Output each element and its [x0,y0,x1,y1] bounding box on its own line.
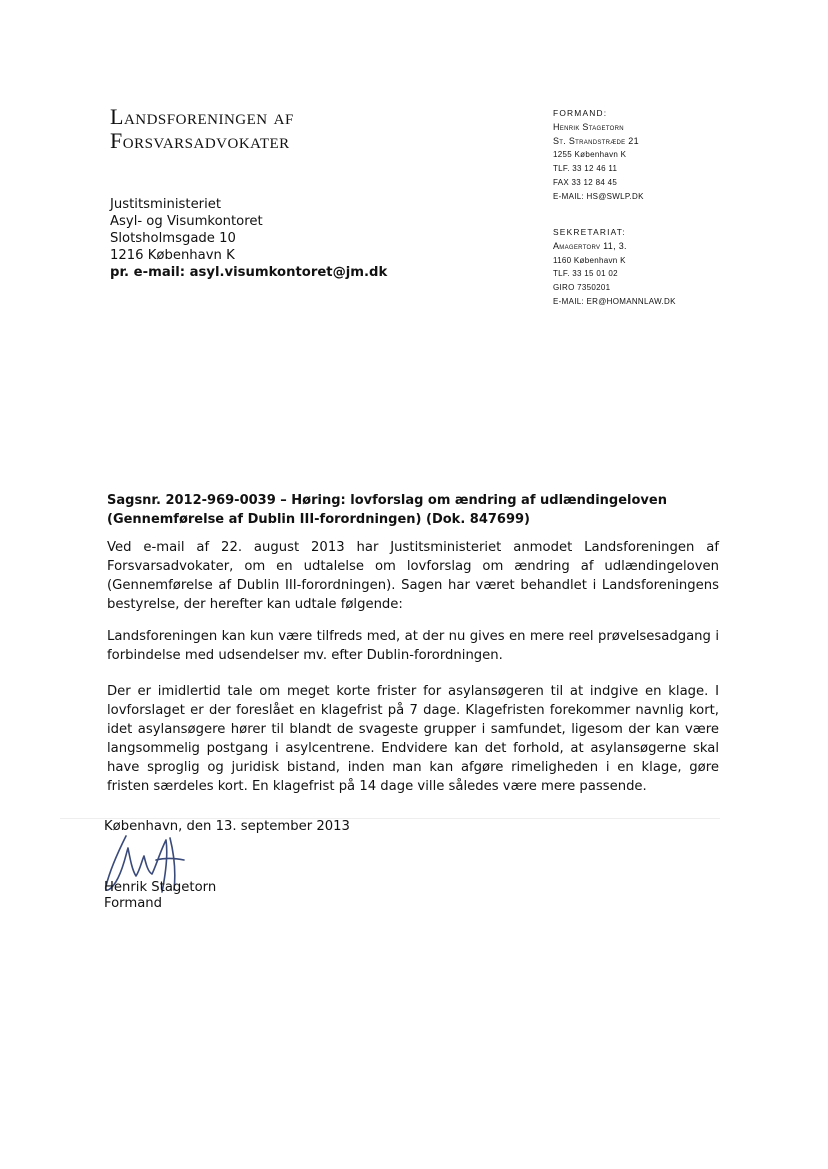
chair-contact-block [553,107,693,204]
secretariat-city: 1160 København K [553,255,626,265]
body-paragraph-2: Landsforeningen kan kun være tilfreds med, at der nu gives en mere reel prøvelsesadgang i forbindelse med udsendelser mv. efter Dublin-forordningen. [107,629,719,663]
secretariat-giro: GIRO 7350201 [553,283,611,293]
recipient-email-line: pr. e-mail: asyl.visumkontoret@jm.dk [110,265,388,280]
secretariat-email: E-MAIL: ER@HOMANNLAW.DK [553,296,676,306]
secretariat-contact-block [553,226,693,309]
body-paragraph-1: Ved e-mail af 22. august 2013 har Justitsministeriet anmodet Landsforeningen af Forsvarsadvokater, om en udtalelse om lovforslag om ændring af udlændingeloven (Gennemførelse af Dublin III-forordningen). Sagen har været behandlet i Landsforeningens bestyrelse, der herefter kan udtale følgende: [107,540,719,612]
chair-email: E-MAIL: HS@SWLP.DK [553,191,644,201]
recipient-line-4: 1216 København K [110,248,235,263]
chair-name: Henrik Stagetorn [553,121,624,132]
organization-name-line2: Forsvarsadvokater [110,128,290,153]
recipient-line-2: Asyl- og Visumkontoret [110,214,263,229]
chair-phone: TLF. 33 12 46 11 [553,164,618,174]
body-paragraph-3: Der er imidlertid tale om meget korte frister for asylansøgeren til at indgive en klage. I lovforslaget er der foreslået en klagefrist på 7 dage. Klagefristen forekommer navnlig kort, idet asylansøgere hører til blandt de svageste grupper i samfundet, ligesom der kan være langsommelig postgang i asylcentrene. Endvidere kan det forhold, at asylansøgerne skal have sproglig og juridisk bistand, inden man kan afgøre rimeligheden i en klage, gøre fristen særdeles kort. En klagefrist på 14 dage ville således være mere passende. [107,684,719,794]
signer-title: Formand [104,896,163,911]
organization-name-line1: Landsforeningen af [110,104,294,129]
recipient-line-1: Justitsministeriet [110,197,222,212]
recipient-line-3: Slotsholmsgade 10 [110,231,236,246]
place-and-date: København, den 13. september 2013 [104,819,350,834]
secretariat-heading: SEKRETARIAT: [553,227,626,237]
subject-heading: Sagsnr. 2012-969-0039 – Høring: lovforslag om ændring af udlændingeloven (Gennemførelse af Dublin III-forordningen) (Dok. 847699) [107,493,667,527]
recipient-address [110,196,387,281]
secretariat-street: Amagertorv 11, 3. [553,240,627,251]
signer-name: Henrik Stagetorn [104,880,217,895]
chair-city: 1255 København K [553,150,627,160]
chair-fax: FAX 33 12 84 45 [553,177,618,187]
chair-heading: FORMAND: [553,108,608,118]
secretariat-phone: TLF. 33 15 01 02 [553,269,618,279]
chair-street: St. Strandstræde 21 [553,135,639,146]
